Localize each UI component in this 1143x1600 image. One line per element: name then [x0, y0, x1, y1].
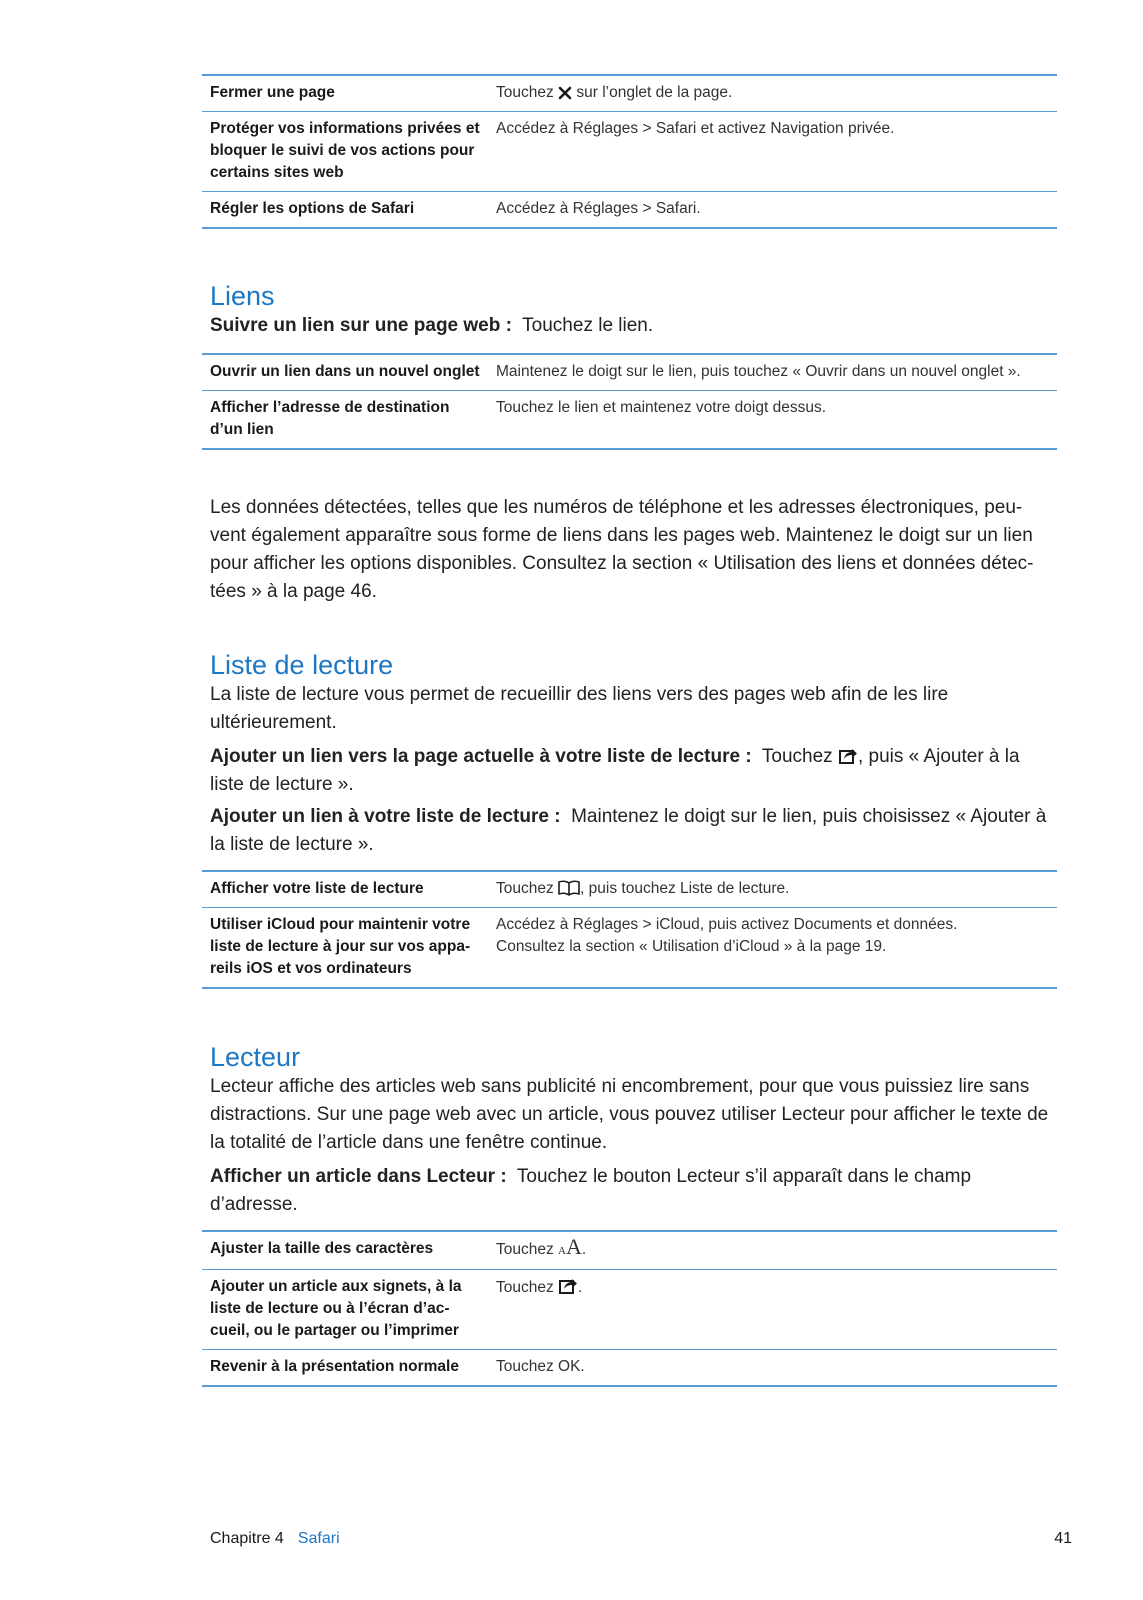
footer-chapter: Chapitre 4: [210, 1530, 284, 1547]
description-cell: Touchez OK.: [488, 1350, 1057, 1387]
description-cell: Touchez AA.: [488, 1231, 1057, 1270]
book-icon: [558, 880, 580, 896]
reader-table: [202, 1230, 1057, 1387]
description-cell: Touchez sur l’onglet de la page.: [488, 75, 1057, 112]
section-heading-liens: Liens: [210, 281, 275, 311]
action-cell: Ouvrir un lien dans un nouvel onglet: [202, 354, 488, 391]
font-size-icon: AA: [558, 1234, 582, 1259]
action-cell: Ajuster la taille des caractères: [202, 1231, 488, 1270]
lecteur-intro: Lecteur affiche des articles web sans publicité ni encombrement, pour que vous puissiez lire sans distractions. Sur une page web avec un article, vous pouvez utiliser Lecteur pour afficher le texte de la totalité de l’article dans une fenêtre continue.: [210, 1076, 1049, 1153]
liste-intro: La liste de lecture vous permet de recueillir des liens vers des pages web afin de les lire ultérieurement.: [210, 684, 949, 733]
action-cell: Protéger vos informations privées et bloquer le suivi de vos actions pour certains sites web: [202, 112, 488, 192]
table-row: [202, 354, 1057, 391]
action-cell: Ajouter un article aux signets, à la liste de lecture ou à l’écran d’ac-cueil, ou le partager ou l’imprimer: [202, 1270, 488, 1350]
table-row: [202, 112, 1057, 192]
action-cell: Afficher l’adresse de destination d’un lien: [202, 391, 488, 450]
reading-list-table: [202, 870, 1057, 989]
action-cell: Utiliser iCloud pour maintenir votre liste de lecture à jour sur vos appa-reils iOS et vos ordinateurs: [202, 908, 488, 989]
description-cell: Touchez le lien et maintenez votre doigt dessus.: [488, 391, 1057, 450]
table-row: [202, 75, 1057, 112]
description-cell: Accédez à Réglages > iCloud, puis activez Documents et données. Consultez la section « Utilisation d’iCloud » à la page 19.: [488, 908, 1057, 989]
table-row: [202, 1231, 1057, 1270]
action-cell: Fermer une page: [202, 75, 488, 112]
section-heading-liste: Liste de lecture: [210, 650, 394, 680]
close-icon: [558, 86, 572, 100]
share-icon: [838, 746, 858, 765]
table-row: [202, 908, 1057, 989]
table-row: [202, 871, 1057, 908]
footer-section: Safari: [297, 1530, 340, 1547]
page-number: 41: [1054, 1530, 1072, 1547]
share-icon: [558, 1276, 578, 1295]
liens-paragraph: Les données détectées, telles que les numéros de téléphone et les adresses électroniques, peu-vent également apparaître sous forme de liens dans les pages web. Maintenez le doigt sur un lien pour afficher les options disponibles. Consultez la section « Utilisation des liens et données détec-tées » à la page 46.: [210, 497, 1034, 602]
liste-p1: Ajouter un lien vers la page actuelle à votre liste de lecture : Touchez , puis « Ajouter à la liste de lecture ».: [210, 746, 1020, 795]
description-cell: Touchez , puis touchez Liste de lecture.: [488, 871, 1057, 908]
action-cell: Revenir à la présentation normale: [202, 1350, 488, 1387]
table-row: [202, 391, 1057, 450]
lecteur-p1: Afficher un article dans Lecteur : Touchez le bouton Lecteur s’il apparaît dans le champ d’adresse.: [210, 1166, 972, 1215]
liens-lead: Suivre un lien sur une page web : Touchez le lien.: [210, 315, 654, 336]
table-row: [202, 1270, 1057, 1350]
description-cell: Touchez .: [488, 1270, 1057, 1350]
page-footer: [210, 1530, 1072, 1548]
safari-options-table: [202, 74, 1057, 229]
links-table: [202, 353, 1057, 450]
description-cell: Accédez à Réglages > Safari.: [488, 192, 1057, 229]
section-heading-lecteur: Lecteur: [210, 1042, 301, 1072]
description-cell: Maintenez le doigt sur le lien, puis touchez « Ouvrir dans un nouvel onglet ».: [488, 354, 1057, 391]
table-row: [202, 1350, 1057, 1387]
description-cell: Accédez à Réglages > Safari et activez Navigation privée.: [488, 112, 1057, 192]
liste-p2: Ajouter un lien à votre liste de lecture : Maintenez le doigt sur le lien, puis choisissez « Ajouter à la liste de lecture ».: [210, 806, 1047, 855]
table-row: [202, 192, 1057, 229]
action-cell: Afficher votre liste de lecture: [202, 871, 488, 908]
action-cell: Régler les options de Safari: [202, 192, 488, 229]
